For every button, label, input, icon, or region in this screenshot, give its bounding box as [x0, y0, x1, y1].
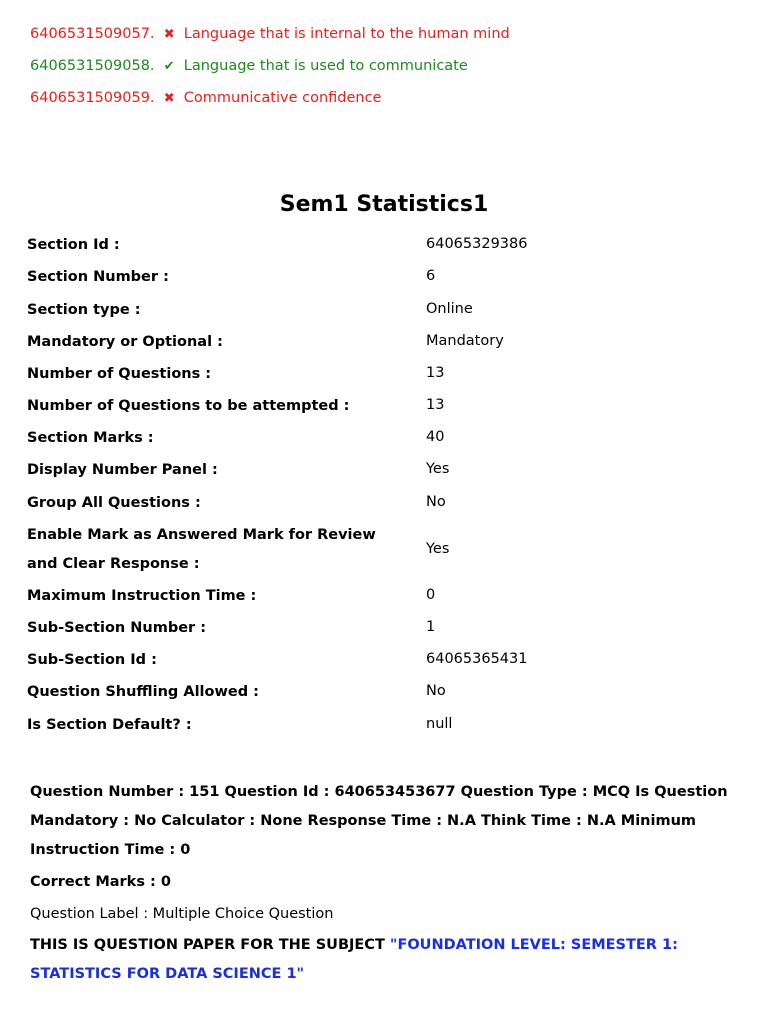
question-header: Question Number : 151 Question Id : 640653453677 Question Type : MCQ Is Question Mandatory : No Calculator : None Response Time : N.A Think Time : N.A Minimum Instruction Time : 0	[30, 784, 728, 858]
option-row	[30, 26, 510, 42]
detail-label: Is Section Default? :	[27, 717, 192, 733]
cross-icon: ✖	[163, 91, 175, 106]
detail-label: Sub-Section Id :	[27, 652, 157, 668]
detail-value: 40	[426, 429, 445, 445]
detail-label: Section Marks :	[27, 430, 154, 446]
detail-label: Maximum Instruction Time :	[27, 588, 257, 604]
detail-label: Number of Questions to be attempted :	[27, 398, 350, 414]
detail-value: No	[426, 683, 446, 699]
detail-label: Group All Questions :	[27, 495, 201, 511]
detail-value: 13	[426, 365, 445, 381]
question-label: Question Label : Multiple Choice Question	[30, 906, 334, 922]
option-text: Language that is used to communicate	[183, 58, 468, 74]
detail-value: 64065365431	[426, 651, 528, 667]
detail-label: Section type :	[27, 302, 141, 318]
detail-label: Number of Questions :	[27, 366, 212, 382]
detail-label: Question Shuffling Allowed :	[27, 684, 259, 700]
detail-value: 0	[426, 587, 436, 603]
correct-marks: Correct Marks : 0	[30, 874, 171, 890]
detail-value: Online	[426, 301, 473, 317]
option-id: 6406531509059.	[30, 90, 155, 106]
check-icon: ✔	[163, 59, 175, 74]
detail-value: 64065329386	[426, 236, 528, 252]
detail-label: Sub-Section Number :	[27, 620, 207, 636]
detail-value: 13	[426, 397, 445, 413]
option-row	[30, 58, 468, 74]
detail-label: Section Id :	[27, 237, 120, 253]
subject-prefix: THIS IS QUESTION PAPER FOR THE SUBJECT	[30, 937, 390, 953]
detail-value: Yes	[426, 461, 450, 477]
detail-value: 6	[426, 268, 436, 284]
subject-name: "FOUNDATION LEVEL: SEMESTER 1: STATISTICS FOR DATA SCIENCE 1"	[30, 937, 678, 982]
detail-label: Mandatory or Optional :	[27, 334, 223, 350]
detail-value: null	[426, 716, 453, 732]
option-text: Communicative confidence	[183, 90, 382, 106]
detail-value: No	[426, 494, 446, 510]
subject-line	[30, 931, 755, 989]
option-row	[30, 90, 381, 106]
option-text: Language that is internal to the human mind	[183, 26, 510, 42]
option-id: 6406531509057.	[30, 26, 155, 42]
cross-icon: ✖	[163, 27, 175, 42]
detail-label: Enable Mark as Answered Mark for Review and Clear Response :	[27, 527, 376, 572]
section-title: Sem1 Statistics1	[279, 192, 489, 217]
detail-label: Display Number Panel :	[27, 462, 218, 478]
detail-value: Mandatory	[426, 333, 504, 349]
option-id: 6406531509058.	[30, 58, 155, 74]
detail-label: Section Number :	[27, 269, 169, 285]
detail-value: 1	[426, 619, 436, 635]
detail-value: Yes	[426, 541, 450, 557]
